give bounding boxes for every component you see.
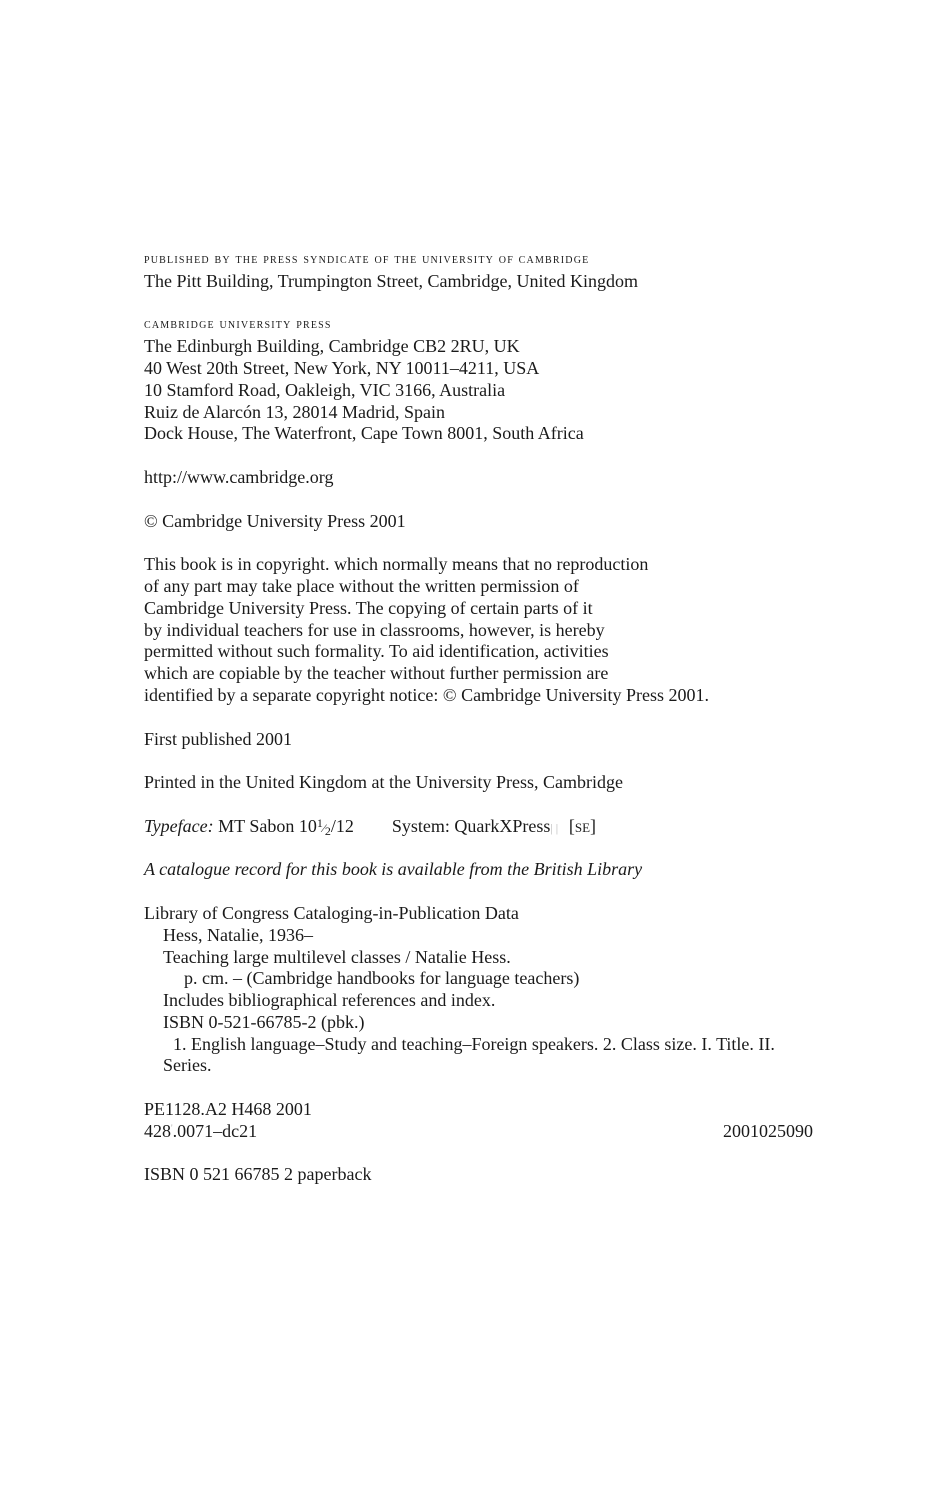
copyright-line: © Cambridge University Press 2001 bbox=[144, 510, 406, 531]
publisher-heading: published by the press syndicate of the university of cambridge bbox=[144, 252, 590, 267]
press-address: Dock House, The Waterfront, Cape Town 8001, South Africa bbox=[144, 423, 584, 444]
notice-line: of any part may take place without the written permission of bbox=[144, 575, 579, 596]
typeface-size: /12 bbox=[330, 815, 354, 836]
press-address: 40 West 20th Street, New York, NY 10011–4211, USA bbox=[144, 357, 540, 378]
cip-subjects: 1. English language–Study and teaching–Foreign speakers. 2. Class size. I. Title. II. bbox=[173, 1033, 775, 1054]
notice-line: which are copiable by the teacher without further permission are bbox=[144, 663, 609, 684]
lc-number: PE1128.A2 H468 2001 bbox=[144, 1099, 312, 1120]
printed-line: Printed in the United Kingdom at the University Press, Cambridge bbox=[144, 772, 623, 793]
fraction-numerator: 1 bbox=[316, 815, 323, 830]
copyright-page bbox=[144, 249, 824, 1186]
cip-isbn: ISBN 0-521-66785-2 (pbk.) bbox=[163, 1011, 365, 1032]
fraction-denominator: 2 bbox=[324, 823, 331, 838]
cip-includes: Includes bibliographical references and index. bbox=[163, 990, 496, 1011]
notice-line: Cambridge University Press. The copying of certain parts of it bbox=[144, 597, 593, 618]
cip-title: Teaching large multilevel classes / Natalie Hess. bbox=[163, 946, 511, 967]
press-heading: cambridge university press bbox=[144, 317, 332, 333]
press-address: 10 Stamford Road, Oakleigh, VIC 3166, Australia bbox=[144, 379, 506, 400]
notice-line: by individual teachers for use in classrooms, however, is hereby bbox=[144, 619, 605, 640]
cip-heading: Library of Congress Cataloging-in-Publication Data bbox=[144, 902, 519, 923]
notice-line: identified by a separate copyright notice: © Cambridge University Press 2001. bbox=[144, 684, 710, 705]
typeface-line: Typeface: MT Sabon 10$^1$⁄2/12 System: QuarkXPress| | [se] bbox=[144, 815, 597, 838]
separator-mark: | | bbox=[550, 820, 559, 835]
publisher-address: The Pitt Building, Trumpington Street, Cambridge, United Kingdom bbox=[144, 270, 638, 291]
press-address: Ruiz de Alarcón 13, 28014 Madrid, Spain bbox=[144, 401, 445, 422]
typeface-label: Typeface: bbox=[144, 815, 214, 836]
lccn: 2001025090 bbox=[723, 1120, 813, 1141]
system-suffix: [se] bbox=[568, 815, 597, 836]
dewey-number: 428 bbox=[144, 1120, 171, 1141]
notice-line: permitted without such formality. To aid identification, activities bbox=[144, 641, 609, 662]
system-value: System: QuarkXPress bbox=[391, 815, 551, 836]
cip-series: p. cm. – (Cambridge handbooks for language teachers) bbox=[184, 968, 580, 989]
catalogue-note: A catalogue record for this book is available from the British Library bbox=[144, 859, 643, 880]
typeface-value: MT Sabon 10 bbox=[218, 815, 317, 836]
cip-subjects-cont: Series. bbox=[163, 1055, 212, 1076]
dewey-number-suffix: .0071–dc21 bbox=[172, 1120, 258, 1141]
website-link[interactable]: http://www.cambridge.org bbox=[144, 466, 334, 487]
first-published: First published 2001 bbox=[144, 728, 293, 749]
press-address: The Edinburgh Building, Cambridge CB2 2RU, UK bbox=[144, 336, 520, 357]
dewey-row: 428'.0071–dc21 2001025090 bbox=[144, 1120, 813, 1141]
notice-line: This book is in copyright. which normally means that no reproduction bbox=[144, 554, 649, 575]
cip-author: Hess, Natalie, 1936– bbox=[163, 924, 313, 945]
isbn-paperback: ISBN 0 521 66785 2 paperback bbox=[144, 1164, 372, 1185]
